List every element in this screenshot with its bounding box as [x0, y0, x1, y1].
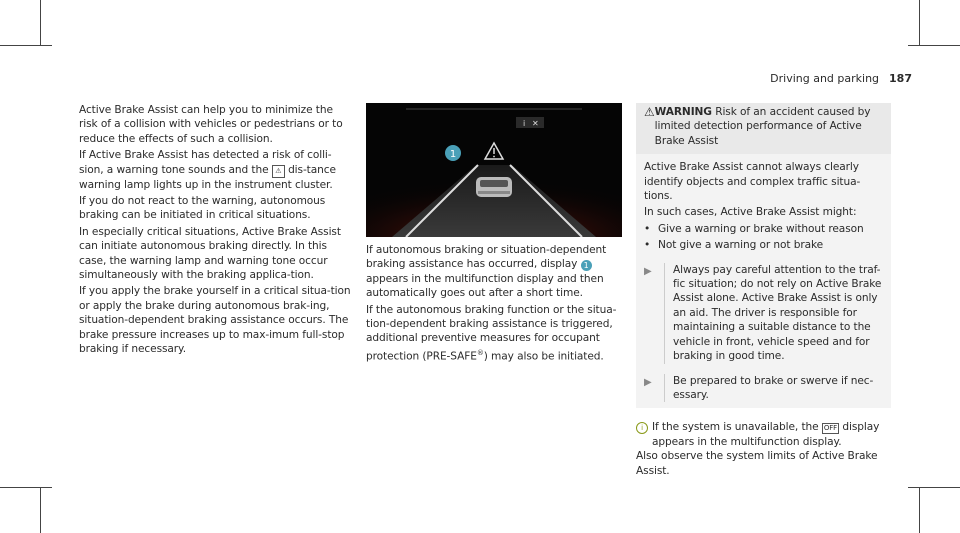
- warning-box: [636, 103, 891, 408]
- system-off-icon: OFF: [823, 424, 838, 433]
- text: If autonomous braking or situation-dependent braking assistance has occurred, display: [366, 244, 607, 271]
- status-box: [516, 117, 544, 128]
- paragraph: Also observe the system limits of Active Brake Assist.: [636, 450, 878, 477]
- callout-number: 1: [449, 149, 457, 160]
- paragraph: [366, 303, 621, 364]
- crop-mark: [0, 45, 52, 46]
- text: ) may also be initiated.: [483, 350, 604, 363]
- column-right: [636, 103, 891, 480]
- multifunction-display-image: [366, 103, 622, 237]
- car-icon: [476, 177, 512, 197]
- display-illustration: [366, 103, 622, 237]
- info-icon: i: [636, 420, 652, 449]
- paragraph: Active Brake Assist cannot always clearly identify objects and complex traffic situa-tions.: [644, 161, 861, 203]
- warning-title: Risk of an accident caused by limited detection performance of Active Brake Assist: [654, 106, 871, 147]
- text: dis-tance warning lamp lights up in the instrument cluster.: [79, 163, 336, 191]
- info-note: [636, 420, 891, 449]
- section-title: Driving and parking: [770, 72, 880, 85]
- column-left: [79, 103, 351, 359]
- bullet-icon: •: [644, 239, 651, 252]
- action-text: Be prepared to brake or swerve if nec-essary.: [664, 374, 883, 403]
- crop-mark: [40, 487, 41, 533]
- arrow-icon: ▶: [644, 376, 652, 388]
- list-item: [644, 222, 883, 236]
- warning-body: [636, 154, 891, 408]
- paragraph: Active Brake Assist can help you to minimize the risk of a collision with vehicles or pedestrians or to reduce the effects of such a collision.: [79, 104, 343, 145]
- page-header: [770, 72, 912, 85]
- text: If the system is unavailable, the: [652, 421, 819, 434]
- note-text: [652, 420, 891, 449]
- crop-mark: [908, 487, 960, 488]
- paragraph: [79, 148, 351, 192]
- paragraph: [366, 243, 621, 301]
- status-i-icon: i: [523, 119, 526, 128]
- pedestrian-warning-icon: ⚠: [272, 165, 285, 178]
- list-item-text: Not give a warning or not brake: [658, 239, 824, 252]
- crop-mark: [919, 487, 920, 533]
- warning-label: WARNING: [654, 106, 712, 118]
- crop-mark: [40, 0, 41, 45]
- paragraph: If you apply the brake yourself in a critical situa-tion or apply the brake during autonomous brak-ing, situation-dependent braking assistance occurs. The brake pressure increases up to max-imum full-stop braking if necessary.: [79, 285, 351, 356]
- paragraph: In especially critical situations, Active Brake Assist can initiate autonomous braking directly. In this case, the warning lamp and warning tone occur simultaneously with the braking applica-tion.: [79, 225, 341, 282]
- text: appears in the multifunction display and then automatically goes out after a short time.: [366, 272, 604, 300]
- warning-header: [636, 103, 891, 154]
- crop-mark: [908, 45, 960, 46]
- callout-badge: 1: [581, 260, 592, 271]
- paragraph: If you do not react to the warning, autonomous braking can be initiated in critical situations.: [79, 195, 326, 222]
- crop-mark: [919, 0, 920, 45]
- status-x-icon: ✕: [532, 119, 539, 128]
- paragraph: In such cases, Active Brake Assist might:: [644, 206, 857, 219]
- registered-mark: ®: [476, 348, 484, 357]
- list-item: [644, 238, 883, 252]
- action-step: [644, 374, 883, 403]
- text: If the autonomous braking function or the situa-tion-dependent braking assistance is triggered, additional preventive measures for occupant protection (PRE-SAFE: [366, 303, 617, 363]
- list-item-text: Give a warning or brake without reason: [658, 222, 864, 235]
- text: If Active Brake Assist has detected a risk of colli-sion, a warning tone sounds and the: [79, 149, 332, 176]
- warning-heading: [655, 105, 883, 148]
- action-step: [644, 263, 883, 364]
- bullet-icon: •: [644, 222, 651, 235]
- text: display appears in the multifunction display.: [652, 421, 880, 448]
- column-middle: [366, 243, 621, 366]
- warning-triangle-icon: ⚠: [644, 105, 655, 119]
- page-number: 187: [889, 72, 912, 85]
- crop-mark: [0, 487, 52, 488]
- arrow-icon: ▶: [644, 265, 652, 277]
- action-text: Always pay careful attention to the traf-fic situation; do not rely on Active Brake Assist alone. Active Brake Assist is only an aid. The driver is responsible for maintaining a suitable distance to the vehicle in front, vehicle speed and for braking in good time.: [664, 263, 883, 364]
